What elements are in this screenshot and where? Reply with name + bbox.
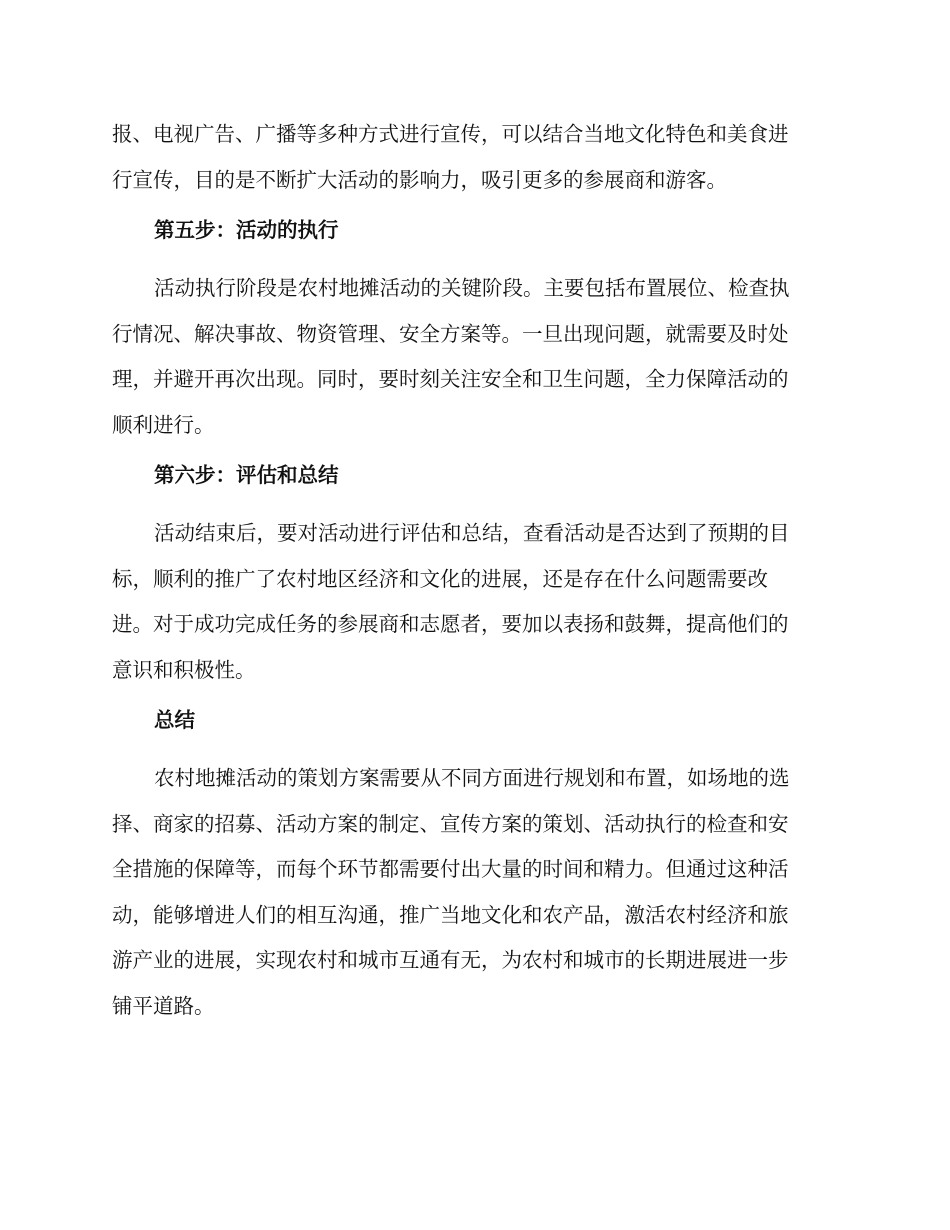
heading-step-five: 第五步：活动的执行: [154, 218, 339, 242]
text-line: 铺平道路。: [112, 993, 215, 1018]
paragraph-promotion-continued: [112, 112, 832, 203]
text-line: 报、电视广告、广播等多种方式进行宣传，可以结合当地文化特色和美食进: [112, 122, 789, 146]
text-line: 全措施的保障等，而每个环节都需要付出大量的时间和精力。但通过这种活: [112, 857, 789, 881]
text-line: 择、商家的招募、活动方案的制定、宣传方案的策划、活动执行的检查和安: [112, 811, 789, 836]
text-line: 活动结束后，要对活动进行评估和总结，查看活动是否达到了预期的目: [154, 521, 790, 545]
paragraph-summary: [112, 756, 832, 1029]
text-line: 进。对于成功完成任务的参展商和志愿者，要加以表扬和鼓舞，提高他们的: [112, 612, 789, 636]
heading-summary: 总结: [154, 708, 195, 732]
text-line: 动，能够增进人们的相互沟通，推广当地文化和农产品，激活农村经济和旅: [112, 902, 789, 927]
text-line: 标，顺利的推广了农村地区经济和文化的进展，还是存在什么问题需要改: [112, 566, 768, 591]
text-line: 活动执行阶段是农村地摊活动的关键阶段。主要包括布置展位、检查执: [154, 276, 790, 300]
text-line: 顺利进行。: [112, 412, 215, 437]
text-line: 行宣传，目的是不断扩大活动的影响力，吸引更多的参展商和游客。: [112, 167, 727, 192]
text-line: 行情况、解决事故、物资管理、安全方案等。一旦出现问题，就需要及时处: [112, 321, 789, 346]
text-line: 理，并避开再次出现。同时，要时刻关注安全和卫生问题，全力保障活动的: [112, 367, 789, 391]
document-page: [112, 112, 832, 1029]
heading-step-six: 第六步：评估和总结: [154, 463, 339, 487]
text-line-first: [112, 266, 832, 312]
text-line: 游产业的进展，实现农村和城市互通有无，为农村和城市的长期进展进一步: [112, 948, 789, 972]
text-line: 意识和积极性。: [112, 657, 256, 682]
paragraph-execution: [112, 266, 832, 448]
text-line: 农村地摊活动的策划方案需要从不同方面进行规划和布置，如场地的选: [154, 766, 790, 790]
text-line-first: [112, 756, 832, 802]
text-line-first: [112, 511, 832, 557]
paragraph-evaluation: [112, 511, 832, 693]
